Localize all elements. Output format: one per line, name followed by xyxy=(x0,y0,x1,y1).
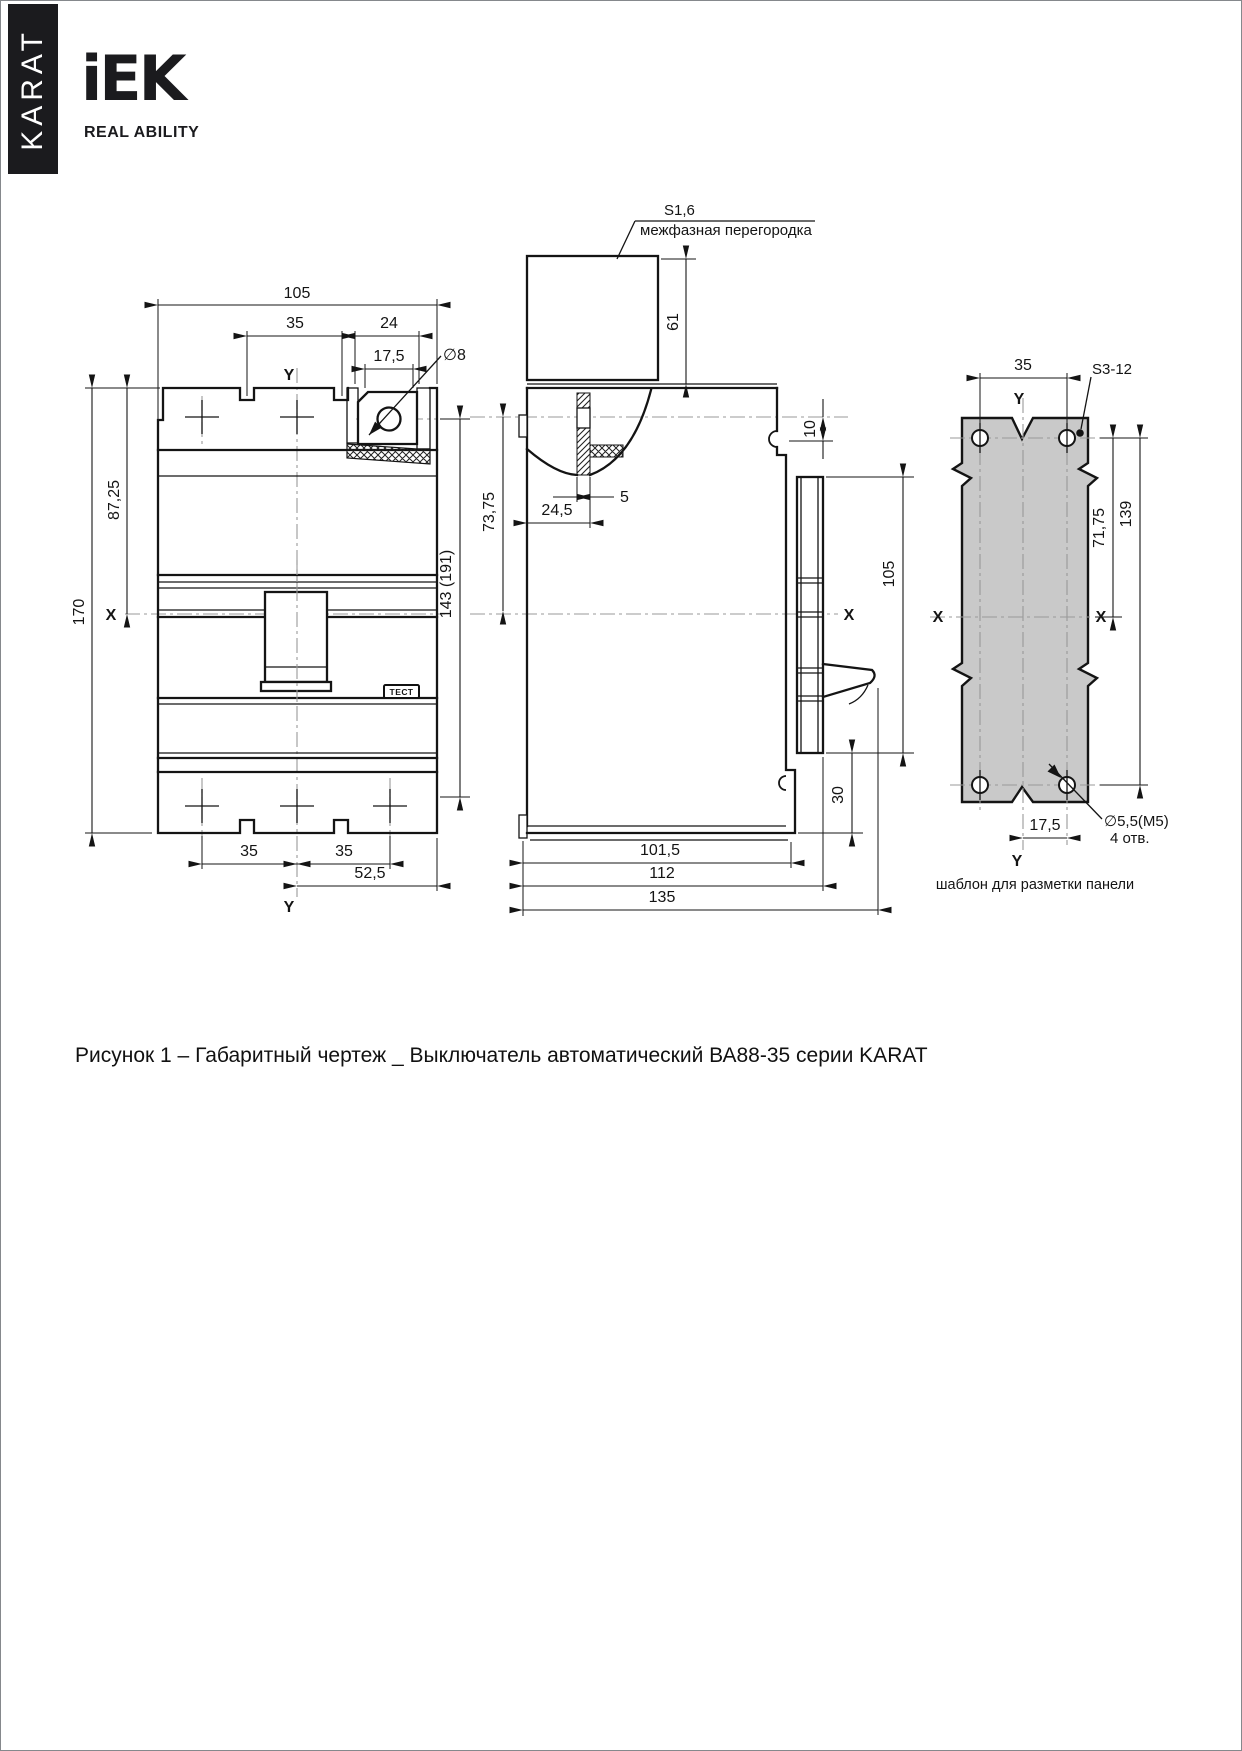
side-view xyxy=(470,202,914,916)
dim-pole-left-35: 35 xyxy=(240,843,258,860)
dim-hole-pitch-139: 139 xyxy=(1118,500,1135,528)
front-axis-x-label: X xyxy=(105,607,117,624)
dim-hole-pitch-35: 35 xyxy=(1014,357,1032,374)
front-axis-y-top-label: Y xyxy=(283,367,295,384)
iek-logo: iEK xyxy=(81,42,184,115)
side-axis-x-label: X xyxy=(843,607,855,624)
phase-barrier xyxy=(527,256,658,380)
dim-full-135: 135 xyxy=(648,889,676,906)
template-caption: шаблон для разметки панели xyxy=(935,877,1135,893)
dim-top-offset-10: 10 xyxy=(802,420,819,438)
front-axis-y-bottom-label: Y xyxy=(283,899,295,916)
dim-axis-offset-71-75: 71,75 xyxy=(1091,507,1108,549)
terminal-screw-top xyxy=(577,393,590,408)
dim-front-height-105: 105 xyxy=(881,560,898,588)
dim-half-pitch-17-5: 17,5 xyxy=(1029,817,1061,834)
dim-half-width-52-5: 52,5 xyxy=(354,865,386,882)
template-axis-y-top-label: Y xyxy=(1013,391,1025,408)
dim-body-112: 112 xyxy=(649,865,675,882)
callout-hole-dia: ∅5,5(M5) xyxy=(1104,813,1169,830)
dim-pole-pitch-35: 35 xyxy=(286,315,304,332)
dim-depth-143-191: 143 (191) xyxy=(438,549,455,619)
side-handle xyxy=(823,664,875,697)
callout-barrier-thickness: S1,6 xyxy=(664,202,695,219)
front-view xyxy=(71,285,470,916)
template-axis-y-bottom-label: Y xyxy=(1011,853,1023,870)
logo-tagline: REAL ABILITY xyxy=(84,124,200,141)
template-axis-x-right-label: X xyxy=(1095,609,1107,626)
dim-height-170: 170 xyxy=(71,598,88,626)
dim-axis-offset-73-75: 73,75 xyxy=(481,491,498,533)
template-axis-x-left-label: X xyxy=(932,609,944,626)
dim-screw-5: 5 xyxy=(620,489,629,506)
dim-hole-dia-8: ∅8 xyxy=(443,347,466,364)
callout-hole-count: 4 отв. xyxy=(1110,830,1150,847)
karat-banner-label: KARAT xyxy=(16,27,49,151)
dim-width-105: 105 xyxy=(283,285,311,302)
test-button-label: ТЕСТ xyxy=(389,687,414,697)
terminal-screw-body xyxy=(577,428,590,475)
breaker-handle xyxy=(265,592,327,682)
dim-bottom-step-30: 30 xyxy=(830,786,847,804)
figure-caption: Рисунок 1 – Габаритный чертеж _ Выключатель автоматический ВА88-35 серии KARAT xyxy=(75,1044,928,1067)
plate-callout-dot xyxy=(1076,429,1084,437)
dim-terminal-24: 24 xyxy=(380,315,398,332)
panel-template-plate xyxy=(953,418,1097,802)
dim-screw-offset-24-5: 24,5 xyxy=(541,502,573,519)
dim-terminal-hole-17-5: 17,5 xyxy=(373,348,405,365)
template-view xyxy=(930,357,1169,893)
dim-to-axis-87-25: 87,25 xyxy=(106,479,123,521)
dim-barrier-61: 61 xyxy=(665,313,682,331)
dim-pole-right-35: 35 xyxy=(335,843,353,860)
callout-plate-s3-12: S3-12 xyxy=(1092,361,1133,378)
callout-barrier-name: межфазная перегородка xyxy=(640,222,812,239)
dim-base-101-5: 101,5 xyxy=(639,842,681,859)
